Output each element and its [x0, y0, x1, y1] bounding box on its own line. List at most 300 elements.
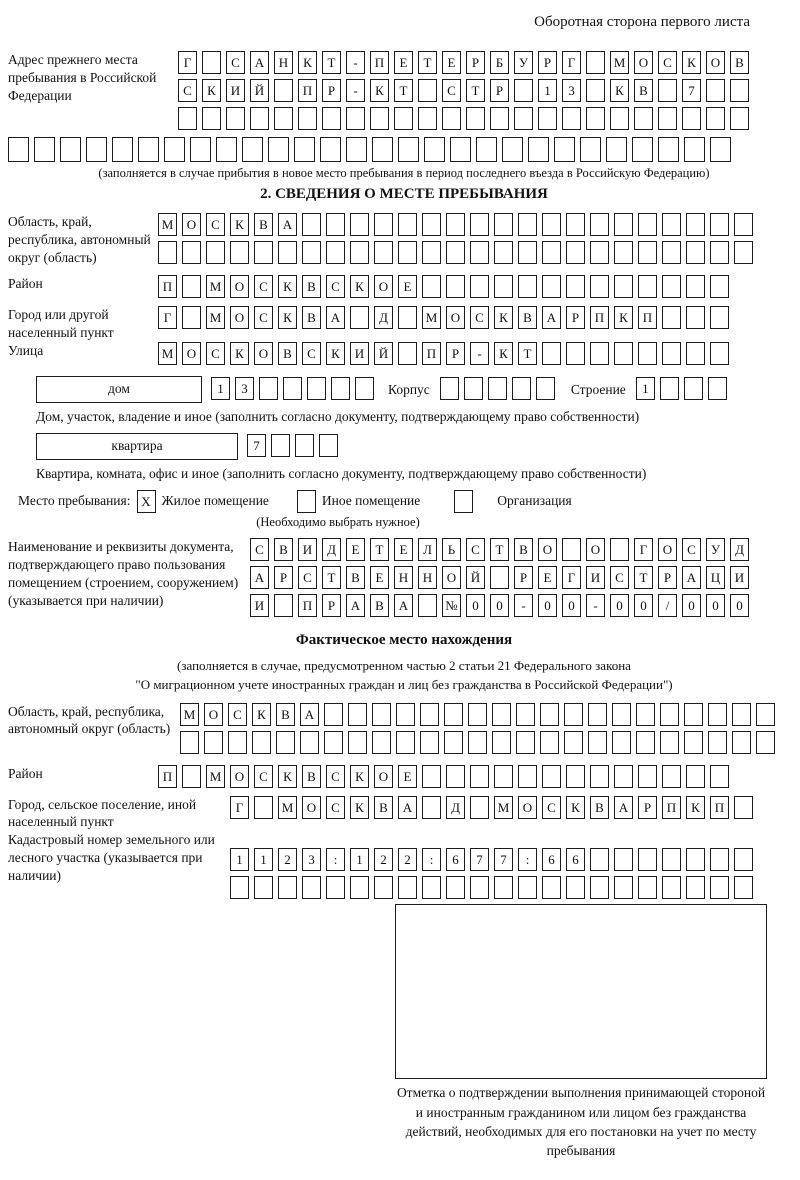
- char-box[interactable]: О: [706, 51, 725, 74]
- char-box[interactable]: Д: [374, 306, 393, 329]
- char-box[interactable]: [444, 703, 463, 726]
- char-box[interactable]: [634, 107, 653, 130]
- char-box[interactable]: 1: [538, 79, 557, 102]
- char-box[interactable]: [638, 342, 657, 365]
- char-box[interactable]: Е: [398, 275, 417, 298]
- char-box[interactable]: Н: [418, 566, 437, 589]
- char-box[interactable]: [710, 342, 729, 365]
- char-box[interactable]: [494, 765, 513, 788]
- char-box[interactable]: Е: [370, 566, 389, 589]
- char-box[interactable]: Л: [418, 538, 437, 561]
- char-box[interactable]: В: [278, 342, 297, 365]
- char-box[interactable]: [686, 876, 705, 899]
- char-box[interactable]: [307, 377, 326, 400]
- char-box[interactable]: О: [302, 796, 321, 819]
- char-box[interactable]: Г: [158, 306, 177, 329]
- char-box[interactable]: [638, 765, 657, 788]
- char-box[interactable]: 1: [636, 377, 655, 400]
- char-box[interactable]: [470, 241, 489, 264]
- char-box[interactable]: [566, 342, 585, 365]
- char-box[interactable]: 0: [610, 594, 629, 617]
- char-box[interactable]: П: [590, 306, 609, 329]
- char-box[interactable]: [542, 213, 561, 236]
- char-box[interactable]: [230, 876, 249, 899]
- char-box[interactable]: В: [730, 51, 749, 74]
- char-box[interactable]: А: [398, 796, 417, 819]
- char-box[interactable]: [398, 342, 417, 365]
- char-box[interactable]: 0: [466, 594, 485, 617]
- char-box[interactable]: С: [228, 703, 247, 726]
- char-box[interactable]: [259, 377, 278, 400]
- char-box[interactable]: [86, 137, 107, 162]
- char-box[interactable]: Г: [230, 796, 249, 819]
- char-box[interactable]: О: [204, 703, 223, 726]
- char-box[interactable]: А: [394, 594, 413, 617]
- char-box[interactable]: А: [682, 566, 701, 589]
- char-box[interactable]: О: [230, 275, 249, 298]
- char-box[interactable]: [662, 876, 681, 899]
- char-box[interactable]: [470, 796, 489, 819]
- char-box[interactable]: К: [566, 796, 585, 819]
- char-box[interactable]: К: [686, 796, 705, 819]
- char-box[interactable]: В: [274, 538, 293, 561]
- char-box[interactable]: 0: [562, 594, 581, 617]
- char-box[interactable]: М: [610, 51, 629, 74]
- char-box[interactable]: [564, 703, 583, 726]
- char-box[interactable]: О: [518, 796, 537, 819]
- char-box[interactable]: С: [298, 566, 317, 589]
- char-box[interactable]: [322, 107, 341, 130]
- char-box[interactable]: [528, 137, 549, 162]
- char-box[interactable]: 1: [230, 848, 249, 871]
- char-box[interactable]: [708, 703, 727, 726]
- char-box[interactable]: [346, 137, 367, 162]
- char-box[interactable]: [350, 876, 369, 899]
- char-box[interactable]: [638, 876, 657, 899]
- char-box[interactable]: Й: [466, 566, 485, 589]
- char-box[interactable]: :: [422, 848, 441, 871]
- char-box[interactable]: И: [730, 566, 749, 589]
- char-box[interactable]: [444, 731, 463, 754]
- char-box[interactable]: А: [300, 703, 319, 726]
- char-box[interactable]: [370, 107, 389, 130]
- char-box[interactable]: М: [180, 703, 199, 726]
- char-box[interactable]: [470, 765, 489, 788]
- char-box[interactable]: [242, 137, 263, 162]
- char-box[interactable]: [710, 876, 729, 899]
- char-box[interactable]: [348, 703, 367, 726]
- char-box[interactable]: [420, 703, 439, 726]
- char-box[interactable]: [202, 51, 221, 74]
- char-box[interactable]: [319, 434, 338, 457]
- char-box[interactable]: [182, 765, 201, 788]
- char-box[interactable]: О: [442, 566, 461, 589]
- char-box[interactable]: П: [370, 51, 389, 74]
- char-box[interactable]: [326, 241, 345, 264]
- char-box[interactable]: [468, 731, 487, 754]
- char-box[interactable]: [274, 79, 293, 102]
- char-box[interactable]: [230, 241, 249, 264]
- char-box[interactable]: С: [326, 796, 345, 819]
- char-box[interactable]: [226, 107, 245, 130]
- char-box[interactable]: [350, 306, 369, 329]
- char-box[interactable]: [302, 213, 321, 236]
- char-box[interactable]: [614, 765, 633, 788]
- char-box[interactable]: [302, 241, 321, 264]
- char-box[interactable]: [614, 241, 633, 264]
- char-box[interactable]: О: [634, 51, 653, 74]
- char-box[interactable]: Е: [442, 51, 461, 74]
- char-box[interactable]: [494, 241, 513, 264]
- char-box[interactable]: [326, 213, 345, 236]
- char-box[interactable]: 0: [730, 594, 749, 617]
- char-box[interactable]: [180, 731, 199, 754]
- char-box[interactable]: [440, 377, 459, 400]
- char-box[interactable]: [446, 213, 465, 236]
- char-box[interactable]: [710, 765, 729, 788]
- char-box[interactable]: Й: [374, 342, 393, 365]
- char-box[interactable]: [660, 731, 679, 754]
- char-box[interactable]: [295, 434, 314, 457]
- char-box[interactable]: [446, 275, 465, 298]
- char-box[interactable]: Т: [490, 538, 509, 561]
- char-box[interactable]: П: [638, 306, 657, 329]
- char-box[interactable]: [756, 731, 775, 754]
- char-box[interactable]: [536, 377, 555, 400]
- char-box[interactable]: 3: [562, 79, 581, 102]
- char-box[interactable]: [422, 241, 441, 264]
- char-box[interactable]: А: [250, 566, 269, 589]
- char-box[interactable]: [734, 213, 753, 236]
- char-box[interactable]: [540, 703, 559, 726]
- char-box[interactable]: К: [494, 306, 513, 329]
- char-box[interactable]: -: [346, 51, 365, 74]
- char-box[interactable]: Г: [634, 538, 653, 561]
- char-box[interactable]: [202, 107, 221, 130]
- char-box[interactable]: [564, 731, 583, 754]
- char-box[interactable]: №: [442, 594, 461, 617]
- char-box[interactable]: 0: [634, 594, 653, 617]
- char-box[interactable]: К: [326, 342, 345, 365]
- char-box[interactable]: [734, 848, 753, 871]
- char-box[interactable]: О: [374, 765, 393, 788]
- char-box[interactable]: [422, 275, 441, 298]
- char-box[interactable]: О: [182, 342, 201, 365]
- char-box[interactable]: [590, 275, 609, 298]
- char-box[interactable]: [324, 731, 343, 754]
- char-box[interactable]: [554, 137, 575, 162]
- char-box[interactable]: [612, 703, 631, 726]
- char-box[interactable]: :: [518, 848, 537, 871]
- char-box[interactable]: П: [662, 796, 681, 819]
- char-box[interactable]: Р: [638, 796, 657, 819]
- char-box[interactable]: [464, 377, 483, 400]
- char-box[interactable]: [658, 137, 679, 162]
- char-box[interactable]: [470, 275, 489, 298]
- char-box[interactable]: 1: [350, 848, 369, 871]
- char-box[interactable]: 7: [470, 848, 489, 871]
- char-box[interactable]: О: [586, 538, 605, 561]
- char-box[interactable]: Д: [730, 538, 749, 561]
- char-box[interactable]: К: [370, 79, 389, 102]
- char-box[interactable]: [614, 848, 633, 871]
- char-box[interactable]: [216, 137, 237, 162]
- char-box[interactable]: [418, 79, 437, 102]
- char-box[interactable]: В: [346, 566, 365, 589]
- char-box[interactable]: [590, 213, 609, 236]
- char-box[interactable]: Е: [346, 538, 365, 561]
- char-box[interactable]: [662, 213, 681, 236]
- char-box[interactable]: М: [422, 306, 441, 329]
- char-box[interactable]: О: [182, 213, 201, 236]
- char-box[interactable]: [268, 137, 289, 162]
- char-box[interactable]: К: [350, 275, 369, 298]
- char-box[interactable]: О: [254, 342, 273, 365]
- char-box[interactable]: [686, 342, 705, 365]
- char-box[interactable]: [710, 275, 729, 298]
- char-box[interactable]: [446, 876, 465, 899]
- char-box[interactable]: И: [586, 566, 605, 589]
- char-box[interactable]: 2: [278, 848, 297, 871]
- char-box[interactable]: О: [374, 275, 393, 298]
- char-box[interactable]: [566, 765, 585, 788]
- char-box[interactable]: С: [326, 765, 345, 788]
- char-box[interactable]: [492, 703, 511, 726]
- char-box[interactable]: У: [706, 538, 725, 561]
- char-box[interactable]: [250, 107, 269, 130]
- char-box[interactable]: [566, 876, 585, 899]
- char-box[interactable]: И: [250, 594, 269, 617]
- char-box[interactable]: К: [202, 79, 221, 102]
- char-box[interactable]: А: [278, 213, 297, 236]
- char-box[interactable]: -: [470, 342, 489, 365]
- char-box[interactable]: [274, 107, 293, 130]
- char-box[interactable]: [158, 241, 177, 264]
- char-box[interactable]: [660, 703, 679, 726]
- char-box[interactable]: [542, 241, 561, 264]
- char-box[interactable]: М: [494, 796, 513, 819]
- char-box[interactable]: [686, 306, 705, 329]
- char-box[interactable]: [542, 876, 561, 899]
- char-box[interactable]: С: [206, 213, 225, 236]
- char-box[interactable]: [542, 765, 561, 788]
- char-box[interactable]: П: [298, 79, 317, 102]
- char-box[interactable]: [562, 107, 581, 130]
- char-box[interactable]: [302, 876, 321, 899]
- char-box[interactable]: [398, 137, 419, 162]
- char-box[interactable]: [636, 731, 655, 754]
- char-box[interactable]: [34, 137, 55, 162]
- char-box[interactable]: 0: [538, 594, 557, 617]
- char-box[interactable]: Г: [178, 51, 197, 74]
- char-box[interactable]: [396, 731, 415, 754]
- char-box[interactable]: [372, 731, 391, 754]
- char-box[interactable]: [490, 566, 509, 589]
- char-box[interactable]: [566, 241, 585, 264]
- char-box[interactable]: [492, 731, 511, 754]
- char-box[interactable]: 6: [542, 848, 561, 871]
- char-box[interactable]: Н: [394, 566, 413, 589]
- char-box[interactable]: [638, 213, 657, 236]
- char-box[interactable]: [228, 731, 247, 754]
- char-box[interactable]: [294, 137, 315, 162]
- char-box[interactable]: 2: [374, 848, 393, 871]
- char-box[interactable]: [206, 241, 225, 264]
- stay-type-checkbox-other[interactable]: [297, 490, 316, 513]
- char-box[interactable]: [662, 275, 681, 298]
- char-box[interactable]: [470, 876, 489, 899]
- char-box[interactable]: [580, 137, 601, 162]
- char-box[interactable]: Т: [394, 79, 413, 102]
- char-box[interactable]: Р: [274, 566, 293, 589]
- char-box[interactable]: 2: [398, 848, 417, 871]
- char-box[interactable]: [706, 107, 725, 130]
- char-box[interactable]: [331, 377, 350, 400]
- char-box[interactable]: [518, 876, 537, 899]
- stay-type-checkbox-organization[interactable]: [454, 490, 473, 513]
- char-box[interactable]: А: [346, 594, 365, 617]
- char-box[interactable]: 6: [566, 848, 585, 871]
- char-box[interactable]: [190, 137, 211, 162]
- char-box[interactable]: М: [206, 306, 225, 329]
- char-box[interactable]: Е: [394, 538, 413, 561]
- char-box[interactable]: [586, 51, 605, 74]
- char-box[interactable]: [60, 137, 81, 162]
- char-box[interactable]: [662, 241, 681, 264]
- char-box[interactable]: С: [254, 765, 273, 788]
- char-box[interactable]: :: [326, 848, 345, 871]
- char-box[interactable]: [518, 241, 537, 264]
- char-box[interactable]: [734, 796, 753, 819]
- char-box[interactable]: [518, 275, 537, 298]
- char-box[interactable]: С: [326, 275, 345, 298]
- char-box[interactable]: М: [158, 213, 177, 236]
- char-box[interactable]: [326, 876, 345, 899]
- char-box[interactable]: [732, 731, 751, 754]
- char-box[interactable]: -: [346, 79, 365, 102]
- char-box[interactable]: Т: [370, 538, 389, 561]
- char-box[interactable]: Ц: [706, 566, 725, 589]
- char-box[interactable]: [566, 275, 585, 298]
- char-box[interactable]: [450, 137, 471, 162]
- char-box[interactable]: [254, 796, 273, 819]
- char-box[interactable]: В: [254, 213, 273, 236]
- char-box[interactable]: [710, 241, 729, 264]
- char-box[interactable]: [590, 848, 609, 871]
- char-box[interactable]: [470, 213, 489, 236]
- char-box[interactable]: Р: [446, 342, 465, 365]
- char-box[interactable]: [252, 731, 271, 754]
- char-box[interactable]: [682, 107, 701, 130]
- char-box[interactable]: [355, 377, 374, 400]
- char-box[interactable]: [300, 731, 319, 754]
- char-box[interactable]: С: [178, 79, 197, 102]
- char-box[interactable]: [562, 538, 581, 561]
- char-box[interactable]: 7: [494, 848, 513, 871]
- char-box[interactable]: [348, 731, 367, 754]
- char-box[interactable]: [590, 876, 609, 899]
- char-box[interactable]: С: [254, 306, 273, 329]
- char-box[interactable]: 3: [235, 377, 254, 400]
- char-box[interactable]: [662, 306, 681, 329]
- char-box[interactable]: [512, 377, 531, 400]
- char-box[interactable]: [610, 107, 629, 130]
- char-box[interactable]: К: [298, 51, 317, 74]
- char-box[interactable]: [614, 275, 633, 298]
- char-box[interactable]: [684, 703, 703, 726]
- char-box[interactable]: Е: [538, 566, 557, 589]
- char-box[interactable]: К: [682, 51, 701, 74]
- char-box[interactable]: 0: [682, 594, 701, 617]
- char-box[interactable]: [662, 342, 681, 365]
- char-box[interactable]: 6: [446, 848, 465, 871]
- char-box[interactable]: [612, 731, 631, 754]
- char-box[interactable]: [446, 241, 465, 264]
- char-box[interactable]: 0: [490, 594, 509, 617]
- char-box[interactable]: [730, 107, 749, 130]
- char-box[interactable]: [374, 213, 393, 236]
- char-box[interactable]: П: [158, 765, 177, 788]
- char-box[interactable]: И: [298, 538, 317, 561]
- char-box[interactable]: [271, 434, 290, 457]
- char-box[interactable]: С: [254, 275, 273, 298]
- char-box[interactable]: [494, 213, 513, 236]
- char-box[interactable]: [398, 213, 417, 236]
- char-box[interactable]: [320, 137, 341, 162]
- char-box[interactable]: В: [590, 796, 609, 819]
- char-box[interactable]: В: [634, 79, 653, 102]
- char-box[interactable]: К: [350, 765, 369, 788]
- char-box[interactable]: [586, 107, 605, 130]
- char-box[interactable]: В: [374, 796, 393, 819]
- char-box[interactable]: [138, 137, 159, 162]
- stay-type-checkbox-residential[interactable]: X: [137, 490, 156, 513]
- char-box[interactable]: С: [442, 79, 461, 102]
- char-box[interactable]: [542, 275, 561, 298]
- char-box[interactable]: [468, 703, 487, 726]
- char-box[interactable]: [394, 107, 413, 130]
- char-box[interactable]: К: [230, 213, 249, 236]
- char-box[interactable]: [686, 275, 705, 298]
- char-box[interactable]: К: [252, 703, 271, 726]
- char-box[interactable]: [588, 703, 607, 726]
- char-box[interactable]: [254, 241, 273, 264]
- char-box[interactable]: О: [538, 538, 557, 561]
- char-box[interactable]: [586, 79, 605, 102]
- char-box[interactable]: [708, 731, 727, 754]
- char-box[interactable]: [614, 342, 633, 365]
- char-box[interactable]: [638, 275, 657, 298]
- char-box[interactable]: Т: [518, 342, 537, 365]
- char-box[interactable]: [422, 796, 441, 819]
- char-box[interactable]: [710, 306, 729, 329]
- char-box[interactable]: С: [682, 538, 701, 561]
- char-box[interactable]: [398, 306, 417, 329]
- char-box[interactable]: В: [302, 275, 321, 298]
- char-box[interactable]: Р: [658, 566, 677, 589]
- char-box[interactable]: [516, 731, 535, 754]
- char-box[interactable]: [350, 213, 369, 236]
- char-box[interactable]: В: [302, 765, 321, 788]
- char-box[interactable]: [638, 848, 657, 871]
- char-box[interactable]: К: [350, 796, 369, 819]
- char-box[interactable]: [686, 213, 705, 236]
- char-box[interactable]: Д: [322, 538, 341, 561]
- char-box[interactable]: К: [614, 306, 633, 329]
- char-box[interactable]: [588, 731, 607, 754]
- char-box[interactable]: [540, 731, 559, 754]
- char-box[interactable]: П: [158, 275, 177, 298]
